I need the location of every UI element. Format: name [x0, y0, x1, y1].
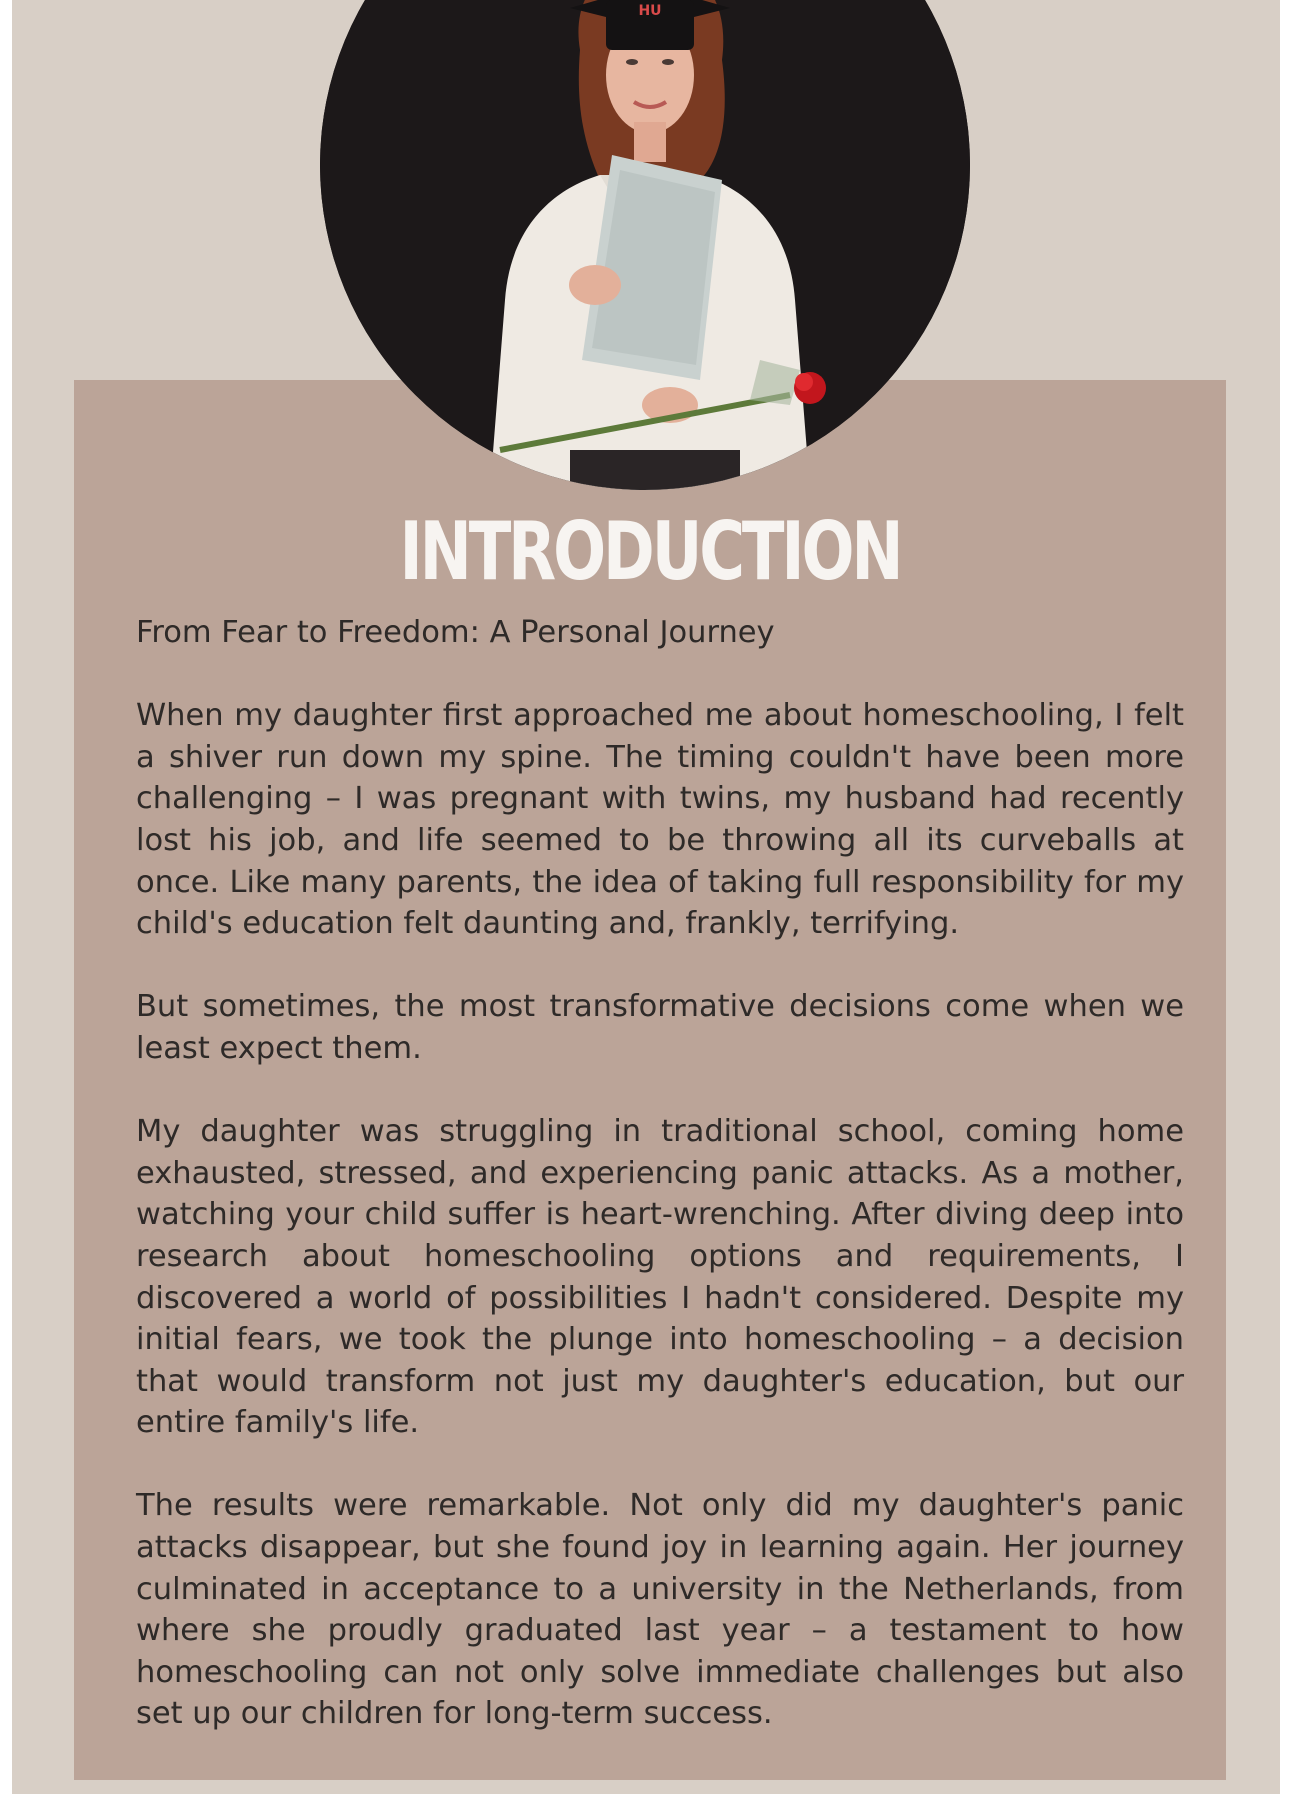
subtitle: From Fear to Freedom: A Personal Journey: [136, 615, 775, 650]
page: [12, 0, 1280, 1794]
paragraph: The results were remarkable. Not only did my daughter's panic attacks disappear, but she found joy in learning again. Her journey culminated in acceptance to a university in the Netherlands, from where she proudly graduated last year – a testament to how homeschooling can not only solve immediate challenges but also set up our children for long-term success.: [136, 1488, 1184, 1732]
paragraph: My daughter was struggling in traditional school, coming home exhausted, stressed, and experiencing panic attacks. As a mother, watching your child suffer is heart-wrenching. After diving deep into research about homeschooling options and requirements, I discovered a world of possibilities I hadn't considered. Despite my initial fears, we took the plunge into homeschooling – a decision that would transform not just my daughter's education, but our entire family's life.: [136, 1114, 1184, 1441]
page-title: INTRODUCTION: [399, 505, 901, 598]
paragraph: When my daughter first approached me about homeschooling, I felt a shiver run down my spine. The timing couldn't have been more challenging – I was pregnant with twins, my husband had recently lost his job, and life seemed to be throwing all its curveballs at once. Like many parents, the idea of taking full responsibility for my child's education felt daunting and, frankly, terrifying.: [136, 698, 1184, 942]
paragraph: But sometimes, the most transformative decisions come when we least expect them.: [136, 989, 1184, 1066]
body-text: [136, 612, 1184, 1777]
svg-text:HU: HU: [638, 3, 662, 19]
